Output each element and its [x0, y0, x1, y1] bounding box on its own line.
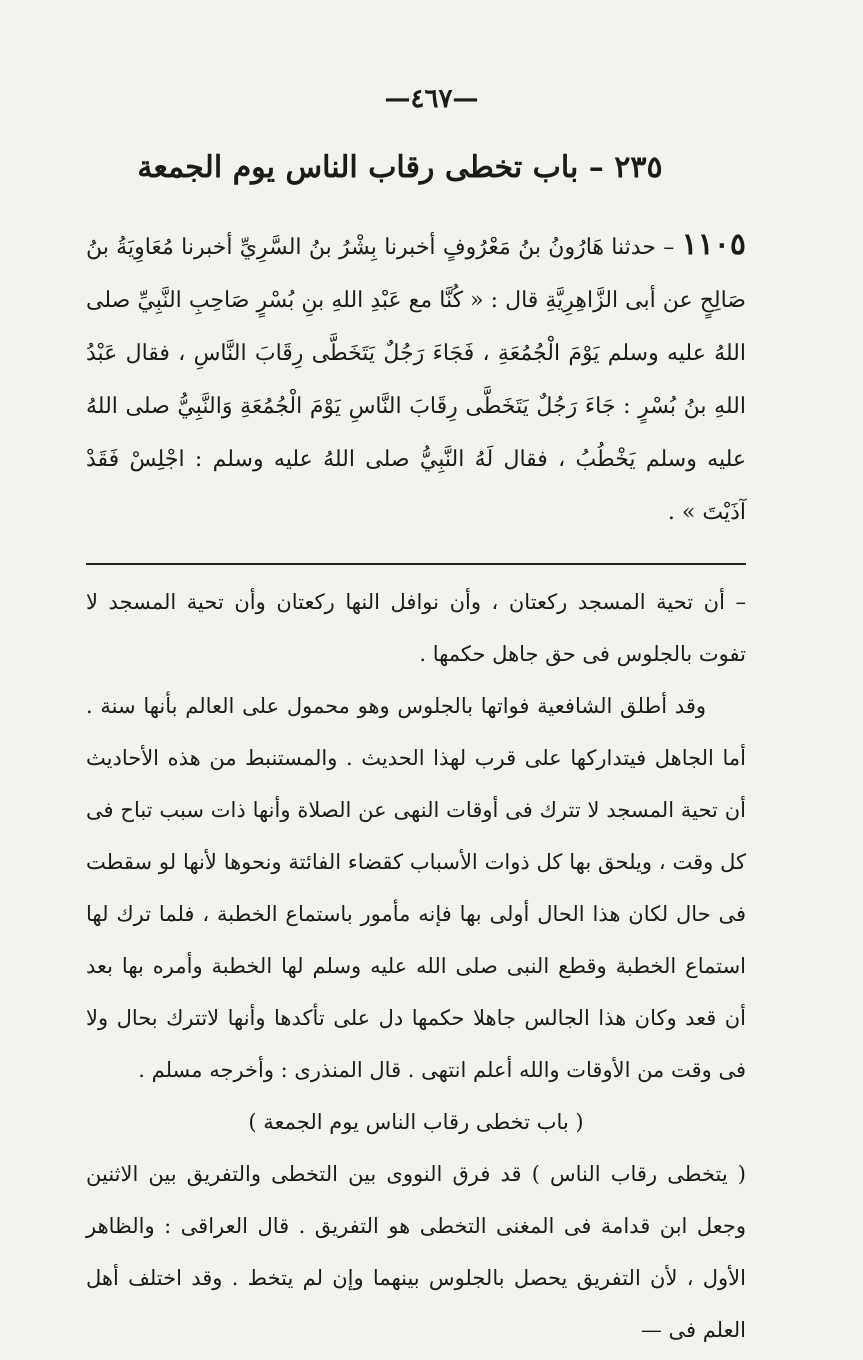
- commentary-paragraph-2: وقد أطلق الشافعية فواتها بالجلوس وهو محمول على العالم بأنها سنة . أما الجاهل فيتداركها على قرب لهذا الحديث . والمستنبط من هذه الأحاديث أن تحية المسجد لا تترك فى أوقات النهى عن الصلاة وأنها ذات سبب تباح فى كل وقت ، ويلحق بها كل ذوات الأسباب كقضاء الفائتة ونحوها لأنها لو سقطت فى حال لكان هذا الحال أولى بها فإنه مأمور باستماع الخطبة ، فلما ترك لها استماع الخطبة وقطع النبى صلى الله عليه وسلم لها الخطبة وأمره بها بعد أن قعد وكان هذا الجالس جاهلا حكمها دل على تأكدها وأنها لاتترك بحال ولا فى وقت من الأوقات والله أعلم انتهى . قال المنذرى : وأخرجه مسلم .: [86, 694, 746, 1082]
- footnote-divider: [86, 563, 746, 565]
- commentary-paragraph-1: – أن تحية المسجد ركعتان ، وأن نوافل النها ركعتان وأن تحية المسجد لا تفوت بالجلوس فى حق جاهل حكمها .: [86, 590, 746, 666]
- hadith-text-block: [86, 218, 746, 539]
- hadith-text: – حدثنا هَارُونُ بنُ مَعْرُوفٍ أخبرنا بِشْرُ بنُ السَّرِيِّ أخبرنا مُعَاوِيَةُ بنُ صَالِحٍ عن أبى الزَّاهِرِيَّةِ قال : « كُنَّا مع عَبْدِ اللهِ بنِ بُسْرٍ صَاحِبِ النَّبِيِّ صلى اللهُ عليه وسلم يَوْمَ الْجُمُعَةِ ، فَجَاءَ رَجُلٌ يَتَخَطَّى رِقَابَ النَّاسِ ، فقال عَبْدُ اللهِ بنُ بُسْرٍ : جَاءَ رَجُلٌ يَتَخَطَّى رِقَابَ النَّاسِ يَوْمَ الْجُمُعَةِ وَالنَّبِيُّ صلى اللهُ عليه وسلم يَخْطُبُ ، فقال لَهُ النَّبِيُّ صلى اللهُ عليه وسلم : اجْلِسْ فَقَدْ آذَيْتَ » .: [86, 235, 747, 525]
- commentary-subheading: ( باب تخطى رقاب الناس يوم الجمعة ): [248, 1110, 584, 1134]
- commentary-paragraph-3: ( يتخطى رقاب الناس ) قد فرق النووى بين التخطى والتفريق بين الاثنين وجعل ابن قدامة فى المغنى التخطى هو التفريق . قال العراقى : والظاهر الأول ، لأن التفريق يحصل بالجلوس بينهما وإن لم يتخط . وقد اختلف أهل العلم فى —: [86, 1162, 746, 1342]
- chapter-title: ٢٣٥ – باب تخطى رقاب الناس يوم الجمعة: [137, 150, 663, 185]
- hadith-number: ١١٠٥: [681, 227, 746, 262]
- page-number: —٤٦٧—: [384, 84, 479, 114]
- commentary-block: [86, 576, 746, 1356]
